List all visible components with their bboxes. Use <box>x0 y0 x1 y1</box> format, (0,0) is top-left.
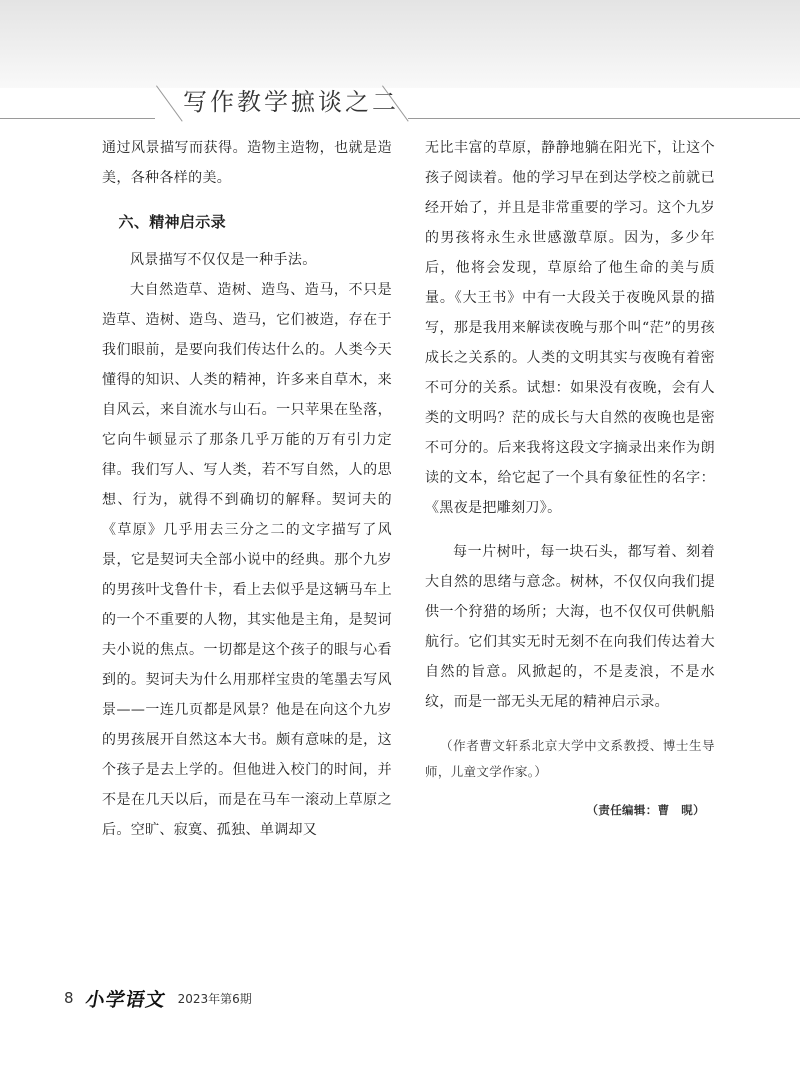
paragraph: 无比丰富的草原，静静地躺在阳光下，让这个孩子阅读着。他的学习早在到达学校之前就已经开始了，并且是非常重要的学习。这个九岁的男孩将永生永世感激草原。因为，多少年后，他将会发现，草原给了他生命的美与质量。《大王书》中有一大段关于夜晚风景的描写，那是我用来解读夜晚与那个叫“茫”的男孩成长之关系的。人类的文明其实与夜晚有着密不可分的关系。试想：如果没有夜晚，会有人类的文明吗？茫的成长与大自然的夜晚也是密不可分的。后来我将这段文字摘录出来作为朗读的文本，给它起了一个具有象征性的名字：《黑夜是把雕刻刀》。 <box>425 140 715 516</box>
section-heading: 六、精神启示录 <box>118 213 226 231</box>
author-bio: （作者曹文轩系北京大学中文系教授、博士生导师，儿童文学作家。） <box>425 738 715 779</box>
paragraph: 大自然造草、造树、造鸟、造马，不只是造草、造树、造鸟、造马，它们被造，存在于我们眼前，是要向我们传达什么的。人类今天懂得的知识、人类的精神，许多来自草木，来自风云，来自流水与山石。一只苹果在坠落，它向牛顿显示了那条几乎万能的万有引力定律。我们写人、写人类，若不写自然，人的思想、行为，就得不到确切的解释。契诃夫的《草原》几乎用去三分之二的文字描写了风景，它是契诃夫全部小说中的经典。那个九岁的男孩叶戈鲁什卡，看上去似乎是这辆马车上的一个不重要的人物，其实他是主角，是契诃夫小说的焦点。一切都是这个孩子的眼与心看到的。契诃夫为什么用那样宝贵的笔墨去写风景——一连几页都是风景？他是在向这个九岁的男孩展开自然这本大书。颇有意味的是，这个孩子是去上学的。但他进入校门的时间，并不是在几天以后，而是在马车一滚动上草原之后。空旷、寂寞、孤独、单调却又 <box>102 282 392 838</box>
left-column <box>102 133 392 845</box>
paragraph: 风景描写不仅仅是一种手法。 <box>130 252 317 268</box>
page-footer <box>64 986 252 1010</box>
header-rule-right <box>408 118 800 119</box>
section-title: 写作教学摭谈之二 <box>183 88 399 116</box>
paragraph: 每一片树叶，每一块石头，都写着、刻着大自然的思绪与意念。树林，不仅仅向我们提供一个狩猎的场所；大海，也不仅仅可供帆船航行。它们其实无时无刻不在向我们传达着大自然的旨意。风掀起的，不是麦浪，不是水纹，而是一部无头无尾的精神启示录。 <box>425 544 715 710</box>
issue-label: 2023年第6期 <box>177 991 252 1006</box>
header-slash-left <box>156 85 183 121</box>
page-number: 8 <box>64 989 74 1007</box>
magazine-title: 小学语文 <box>83 988 168 1011</box>
right-column <box>425 133 715 825</box>
header-rule-left <box>0 118 155 119</box>
header-band <box>0 0 800 88</box>
paragraph: 通过风景描写而获得。造物主造物，也就是造美，各种各样的美。 <box>102 140 392 186</box>
editor-credit: （责任编辑：曹 晛） <box>586 803 705 817</box>
